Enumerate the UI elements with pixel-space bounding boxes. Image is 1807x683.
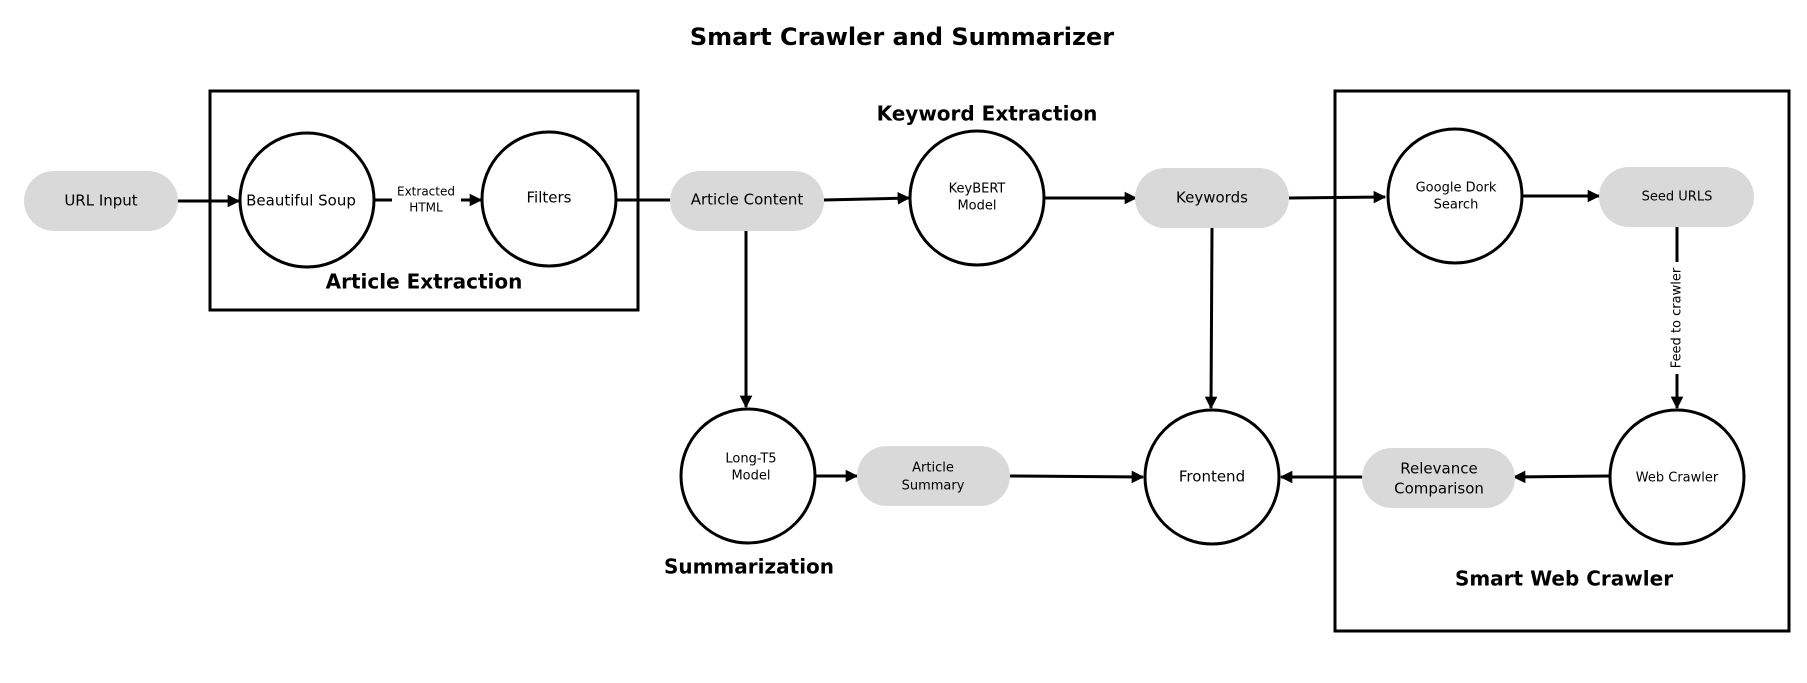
long-t5-model-label-line-1: Long-T5 [725, 451, 777, 467]
beautiful-soup-node [240, 133, 374, 267]
google-dork-search-node [1388, 129, 1522, 263]
long-t5-model-node [681, 409, 815, 543]
url-input-label: URL Input [64, 191, 138, 210]
extracted-html-label-line-1: Extracted [397, 184, 455, 199]
article-content-label: Article Content [690, 190, 804, 209]
diagram-title: Smart Crawler and Summarizer [689, 23, 1115, 51]
smart-web-crawler-label: Smart Web Crawler [1454, 566, 1674, 591]
relevance-comparison-label-line-1: Relevance [1400, 459, 1478, 478]
edge-article-content-to-keybert [824, 198, 909, 200]
article-summary-label-line-2: Summary [901, 478, 965, 494]
seed-urls-node [1599, 167, 1754, 227]
frontend-node [1145, 410, 1279, 544]
keyword-extraction-label: Keyword Extraction [876, 101, 1098, 126]
edge-keywords-to-google-dork [1289, 197, 1385, 198]
keywords-node [1135, 168, 1289, 228]
seed-urls-label: Seed URLS [1641, 189, 1713, 205]
relevance-comparison-node [1362, 448, 1515, 508]
filters-label: Filters [526, 188, 572, 207]
article-summary-label-line-1: Article [912, 460, 954, 476]
feed-to-crawler-label: Feed to crawler [1669, 267, 1685, 369]
google-dork-search-label-line-2: Search [1433, 197, 1479, 213]
keybert-model-label-line-1: KeyBERT [948, 181, 1006, 197]
edge-keywords-to-frontend [1211, 228, 1212, 408]
web-crawler-node [1610, 410, 1744, 544]
keywords-label: Keywords [1176, 188, 1248, 207]
frontend-label: Frontend [1178, 467, 1246, 486]
relevance-comparison-label-line-2: Comparison [1394, 479, 1484, 498]
long-t5-model-label-line-2: Model [731, 468, 771, 484]
article-content-node [670, 171, 824, 231]
article-summary-node [857, 446, 1010, 506]
keybert-model-label-line-2: Model [957, 198, 997, 214]
url-input-node [24, 171, 178, 231]
extracted-html-label-line-2: HTML [409, 200, 443, 215]
edge-web-crawler-to-relevance [1514, 476, 1609, 477]
keybert-model-node [910, 131, 1044, 265]
summarization-label: Summarization [663, 554, 835, 579]
beautiful-soup-label: Beautiful Soup [246, 191, 356, 210]
web-crawler-label: Web Crawler [1635, 470, 1719, 486]
article-extraction-label: Article Extraction [325, 269, 523, 294]
filters-node [482, 132, 616, 266]
edge-article-summary-to-frontend [1010, 476, 1143, 477]
google-dork-search-label-line-1: Google Dork [1415, 180, 1497, 196]
